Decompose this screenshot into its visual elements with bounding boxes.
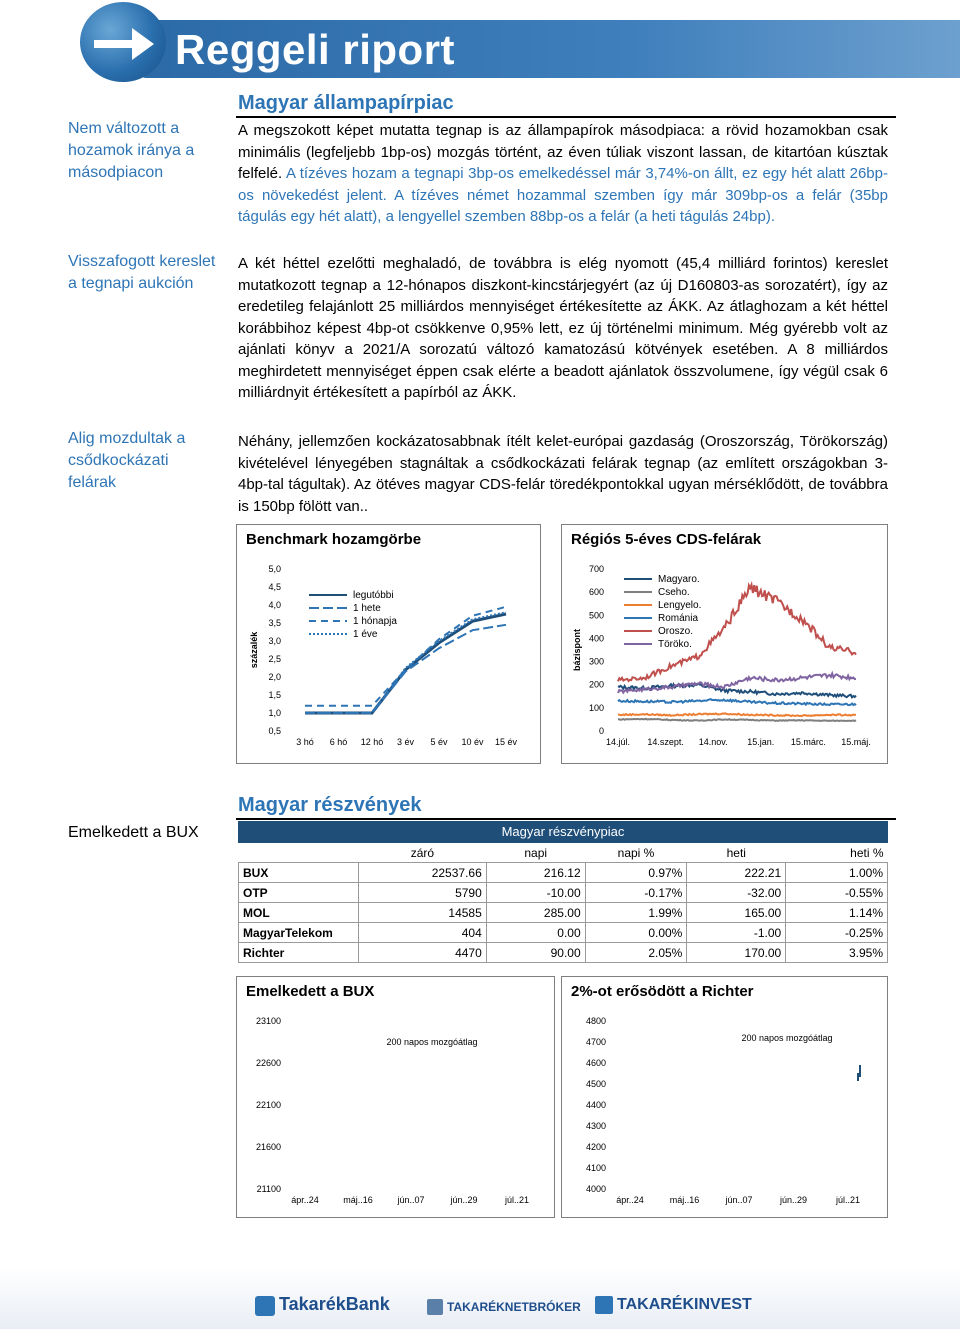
bank-logo-icon xyxy=(255,1296,275,1316)
cell: 14585 xyxy=(359,903,487,923)
cell: 5790 xyxy=(359,883,487,903)
row-name: OTP xyxy=(239,883,359,903)
y-tick-label: 4200 xyxy=(585,1142,606,1152)
x-tick-label: ápr..24 xyxy=(616,1195,644,1205)
series-line-Románia xyxy=(618,699,856,705)
invest-logo xyxy=(595,1296,752,1314)
table-row xyxy=(239,883,888,903)
takarekbank-logo xyxy=(255,1294,390,1316)
section-title-equities: Magyar részvények xyxy=(238,794,422,816)
y-tick-label: 5,0 xyxy=(268,564,281,574)
chart-cds-spreads xyxy=(561,524,888,764)
x-tick-label: jún..29 xyxy=(450,1195,478,1205)
x-tick-label: 15.márc. xyxy=(790,737,826,747)
series-line-Cseho. xyxy=(618,719,856,721)
cell: 3.95% xyxy=(786,943,888,963)
y-tick-label: 1,5 xyxy=(268,690,281,700)
legend-label: 1 hete xyxy=(353,603,381,614)
paragraph-cds: Néhány, jellemzően kockázatosabbnak ítélt kelet-európai gazdaság (Oroszország, Törökország) kivételével lényegében stagnáltak a csődkockázati felárak tegnap (az említett országokban 3-4bp-tal tágultak). Az ötéves magyar CDS-felár töredékpontokkal ugyan mérséklődött, de továbbra is 150bp fölött van.. xyxy=(238,433,888,515)
stock-table xyxy=(238,843,888,963)
netbroker-logo xyxy=(427,1298,581,1316)
legend-label: Lengyelo. xyxy=(658,600,702,611)
cell: -1.00 xyxy=(687,923,786,943)
stock-table-wrap xyxy=(238,820,888,963)
y-tick-label: 200 xyxy=(588,679,604,690)
y-tick-label: 500 xyxy=(588,610,604,621)
cell: 4470 xyxy=(359,943,487,963)
y-tick-label: 4500 xyxy=(585,1079,606,1089)
chart-title-yield-curve: Benchmark hozamgörbe xyxy=(246,531,422,548)
y-tick-label: 22600 xyxy=(255,1058,281,1068)
cell: -10.00 xyxy=(486,883,585,903)
x-tick-label: júl..21 xyxy=(835,1195,861,1205)
table-row xyxy=(239,923,888,943)
p1-rest: A tízéves német hozammal szemben így már 309bp-os a felár (35bp tágulás egy hét alatt), a lengyellel szemben 88bp-os a felár (a heti tágulás 24bp). xyxy=(238,186,888,225)
col-header: heti % xyxy=(850,845,884,860)
y-axis-label: százalék xyxy=(249,631,259,669)
y-tick-label: 2,5 xyxy=(268,654,281,664)
chart-richter xyxy=(561,976,888,1218)
x-tick-label: 14.szept. xyxy=(647,737,684,747)
paragraph-auction: A két héttel ezelőtti meghaladó, de továbbra is elég nyomott (45,4 milliárd forintos) kereslet mutatkozott tegnap a 12-hónapos diszkont-kincstárjegyért (az új D160803-as sorozatért), így az eredetileg felajánlott 25 milliárdos mennyiséget értékesítette az ÁKK. Az átlaghozam a két héttel korábbihoz képest 4bp-ot csökkenve 0,95% lett, ez új történelmi minimum. Még gyérebb volt az ajánlati könyv a 2021/A sorozatú változó kamatozású kötvények esetében. A 8 milliárdos meghirdetett mennyiséget éppen csak elérte a beadott ajánlatok összvolumene, így végül csak 6 milliárdnyit értékesített a papírból az ÁKK. xyxy=(238,255,888,401)
series-line-Lengyelo. xyxy=(618,713,856,716)
cell: 0.97% xyxy=(585,863,687,883)
y-tick-label: 21600 xyxy=(255,1142,281,1152)
section-title-bonds: Magyar állampapírpiac xyxy=(238,92,454,114)
y-tick-label: 700 xyxy=(588,564,604,574)
legend-label: legutóbbi xyxy=(353,590,394,601)
series-line-1 éve xyxy=(305,612,506,713)
cell: 1.00% xyxy=(786,863,888,883)
cell: 165.00 xyxy=(687,903,786,923)
legend-label: Oroszo. xyxy=(658,626,694,637)
x-tick-label: 3 év xyxy=(396,737,415,747)
y-tick-label: 4,0 xyxy=(268,600,281,610)
cell: 2.05% xyxy=(585,943,687,963)
row-name: BUX xyxy=(239,863,359,883)
arrow-logo-icon xyxy=(80,2,166,82)
cell: 216.12 xyxy=(486,863,585,883)
legend-label: Cseho. xyxy=(658,587,690,598)
cell: -0.25% xyxy=(786,923,888,943)
col-header: napi % xyxy=(617,845,655,860)
moving-average-label: 200 napos mozgóátlag xyxy=(386,1037,478,1047)
series-line-Oroszo. xyxy=(618,585,856,682)
legend-label: Magyaro. xyxy=(658,574,700,585)
cell: -0.55% xyxy=(786,883,888,903)
side-note-yields: Nem változott a hozamok iránya a másodpiacon xyxy=(68,120,195,181)
y-tick-label: 4300 xyxy=(585,1121,606,1131)
x-tick-label: 10 év xyxy=(461,737,484,747)
y-tick-label: 4000 xyxy=(585,1184,606,1194)
cell: -32.00 xyxy=(687,883,786,903)
y-tick-label: 23100 xyxy=(255,1016,281,1026)
x-tick-label: 15 év xyxy=(494,737,518,747)
legend-label: 1 éve xyxy=(353,629,378,640)
y-axis-label: bázispont xyxy=(572,629,582,671)
x-tick-label: jún..29 xyxy=(779,1195,808,1205)
chart-title-cds: Régiós 5-éves CDS-felárak xyxy=(571,531,762,548)
table-row xyxy=(239,863,888,883)
y-tick-label: 4700 xyxy=(585,1037,606,1047)
section-rule xyxy=(236,116,896,118)
side-note-bux: Emelkedett a BUX xyxy=(68,824,199,841)
moving-average-label: 200 napos mozgóátlag xyxy=(741,1033,833,1043)
netbroker-logo-icon xyxy=(427,1299,443,1315)
cell: 90.00 xyxy=(486,943,585,963)
cell: 404 xyxy=(359,923,487,943)
cell: 1.99% xyxy=(585,903,687,923)
x-tick-label: 5 év xyxy=(430,737,448,747)
cell: -0.17% xyxy=(585,883,687,903)
y-tick-label: 300 xyxy=(588,656,604,667)
takarekbank-logo-text: TakarékBank xyxy=(279,1294,390,1314)
chart-title-bux: Emelkedett a BUX xyxy=(246,983,375,1000)
footer xyxy=(0,1266,960,1329)
legend-label: Töröko. xyxy=(658,639,692,650)
x-tick-label: 15.máj. xyxy=(841,737,871,747)
cell: 0.00% xyxy=(585,923,687,943)
y-tick-label: 4400 xyxy=(585,1100,606,1110)
cell: 222.21 xyxy=(687,863,786,883)
invest-logo-icon xyxy=(595,1296,613,1314)
table-row xyxy=(239,903,888,923)
y-tick-label: 600 xyxy=(588,587,604,598)
x-tick-label: 14.nov. xyxy=(698,737,728,747)
series-line-Töröko. xyxy=(618,674,856,694)
row-name: Richter xyxy=(239,943,359,963)
y-tick-label: 4100 xyxy=(585,1163,606,1173)
side-note-cds: Alig mozdultak a csődkockázati felárak xyxy=(68,430,186,491)
x-tick-label: 15.jan. xyxy=(747,737,775,747)
y-tick-label: 3,5 xyxy=(268,618,281,628)
col-header: heti xyxy=(726,845,746,860)
side-note-auction: Visszafogott kereslet a tegnapi aukción xyxy=(68,253,216,292)
y-tick-label: 21100 xyxy=(256,1184,281,1194)
col-header: záró xyxy=(410,845,435,860)
table-header-row xyxy=(239,843,888,863)
y-tick-label: 1,0 xyxy=(268,708,281,718)
y-tick-label: 22100 xyxy=(255,1100,281,1110)
y-tick-label: 4,5 xyxy=(268,582,281,592)
y-tick-label: 0,5 xyxy=(268,726,281,736)
cell: 22537.66 xyxy=(359,863,487,883)
chart-bux xyxy=(236,976,555,1218)
cell: 170.00 xyxy=(687,943,786,963)
x-tick-label: 12 hó xyxy=(360,737,384,747)
series-line-richter xyxy=(858,1065,860,1081)
paragraph-secondary-market xyxy=(238,120,888,228)
chart-title-richter: 2%-ot erősödött a Richter xyxy=(571,983,754,1000)
x-tick-label: jún..07 xyxy=(397,1195,425,1205)
y-tick-label: 400 xyxy=(588,633,604,644)
x-tick-label: jún..07 xyxy=(725,1195,753,1205)
y-tick-label: 4600 xyxy=(585,1058,606,1068)
x-tick-label: máj..16 xyxy=(669,1195,700,1205)
y-tick-label: 100 xyxy=(588,702,604,713)
row-name: MagyarTelekom xyxy=(239,923,359,943)
table-row xyxy=(239,943,888,963)
col-header: napi xyxy=(524,845,548,860)
x-tick-label: ápr..24 xyxy=(291,1195,319,1205)
header xyxy=(0,0,960,78)
netbroker-logo-text: TAKARÉKNETBRÓKER xyxy=(447,1300,581,1314)
legend-label: Románia xyxy=(658,613,699,624)
x-tick-label: 3 hó xyxy=(296,737,314,747)
report-title: Reggeli riport xyxy=(175,26,456,73)
series-line-Magyaro. xyxy=(618,684,856,698)
y-tick-label: 4800 xyxy=(585,1016,606,1026)
x-tick-label: máj..16 xyxy=(343,1195,373,1205)
x-tick-label: 6 hó xyxy=(329,737,348,747)
x-tick-label: 14.júl. xyxy=(605,737,631,747)
chart-yield-curve xyxy=(236,524,541,764)
x-tick-label: júl..21 xyxy=(504,1195,530,1205)
y-tick-label: 0 xyxy=(598,726,604,736)
p1-highlight: A tízéves hozam a tegnapi 3bp-os emelkedéssel már 3,74%-on állt, ez egy hét alatt 26bp-os növekedést jelent. xyxy=(238,165,888,204)
row-name: MOL xyxy=(239,903,359,923)
cell: 1.14% xyxy=(786,903,888,923)
y-tick-label: 3,0 xyxy=(268,636,281,646)
legend-label: 1 hónapja xyxy=(353,616,397,627)
y-tick-label: 2,0 xyxy=(268,672,281,682)
cell: 0.00 xyxy=(486,923,585,943)
stock-table-title: Magyar részvénypiac xyxy=(238,821,888,843)
p1-text: A megszokott képet mutatta tegnap is az állampapírok másodpiaca: a rövid hozamokban csak minimális (legfeljebb 1bp-os) mozgás történt, az éven túliak viszont lassan, de kitartóan kúsztak felfelé. xyxy=(238,122,888,182)
cell: 285.00 xyxy=(486,903,585,923)
invest-logo-text: TAKARÉKINVEST xyxy=(617,1296,752,1314)
